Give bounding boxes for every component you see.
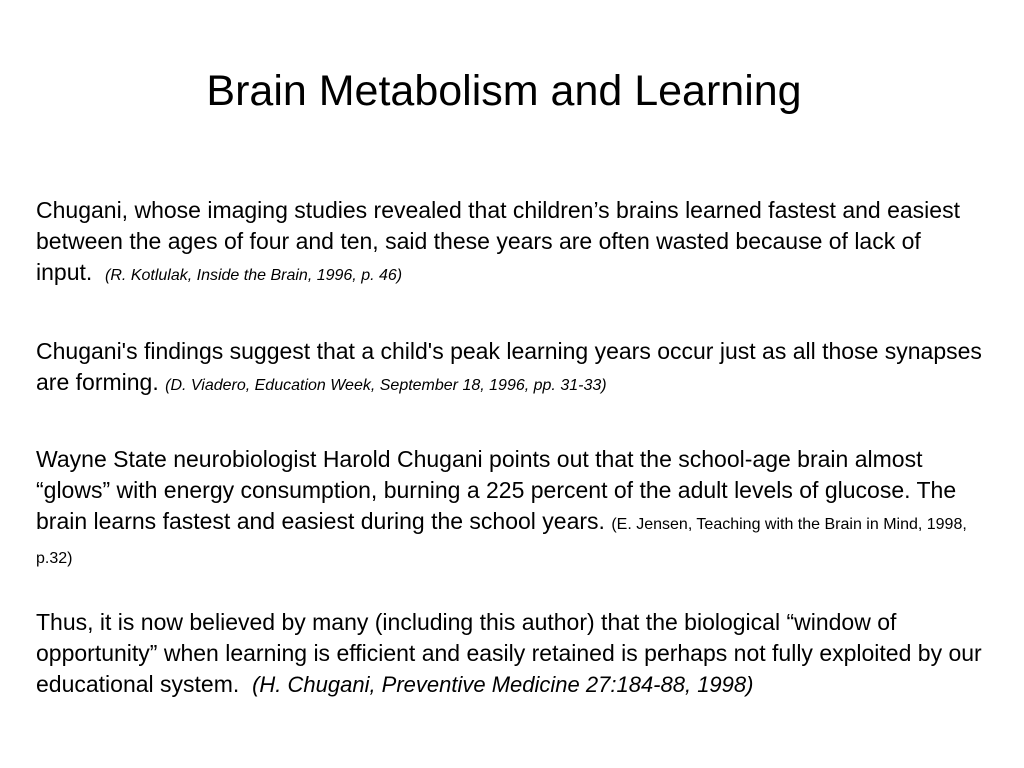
paragraph-text: Chugani, whose imaging studies revealed that children’s brains learned fastest and easiest between the ages of four and ten, said these years are often wasted because of lack of input.: [36, 197, 960, 285]
citation: (D. Viadero, Education Week, September 18, 1996, pp. 31-33): [165, 377, 607, 394]
paragraph-text: Thus, it is now believed by many (including this author) that the biological “window of opportunity” when learning is efficient and easily retained is perhaps not fully exploited by our educational system.: [36, 609, 982, 697]
paragraph-text: Wayne State neurobiologist Harold Chugani points out that the school-age brain almost “glows” with energy consumption, burning a 225 percent of the adult levels of glucose. The brain learns fastest and easiest during the school years.: [36, 446, 957, 534]
paragraph-jensen-quote: [36, 444, 986, 574]
citation: (R. Kotlulak, Inside the Brain, 1996, p. 46): [105, 267, 403, 284]
slide-title: Brain Metabolism and Learning: [206, 67, 802, 115]
paragraph-chugani-quote: [36, 607, 986, 700]
paragraph-kotlulak-quote: [36, 195, 986, 291]
citation: (H. Chugani, Preventive Medicine 27:184-88, 1998): [252, 672, 754, 697]
paragraph-viadero-quote: [36, 336, 986, 401]
paragraph-text: Chugani's findings suggest that a child's peak learning years occur just as all those synapses are forming.: [36, 338, 982, 395]
citation: (E. Jensen, Teaching with the Brain in Mind, 1998, p.32): [36, 516, 967, 567]
